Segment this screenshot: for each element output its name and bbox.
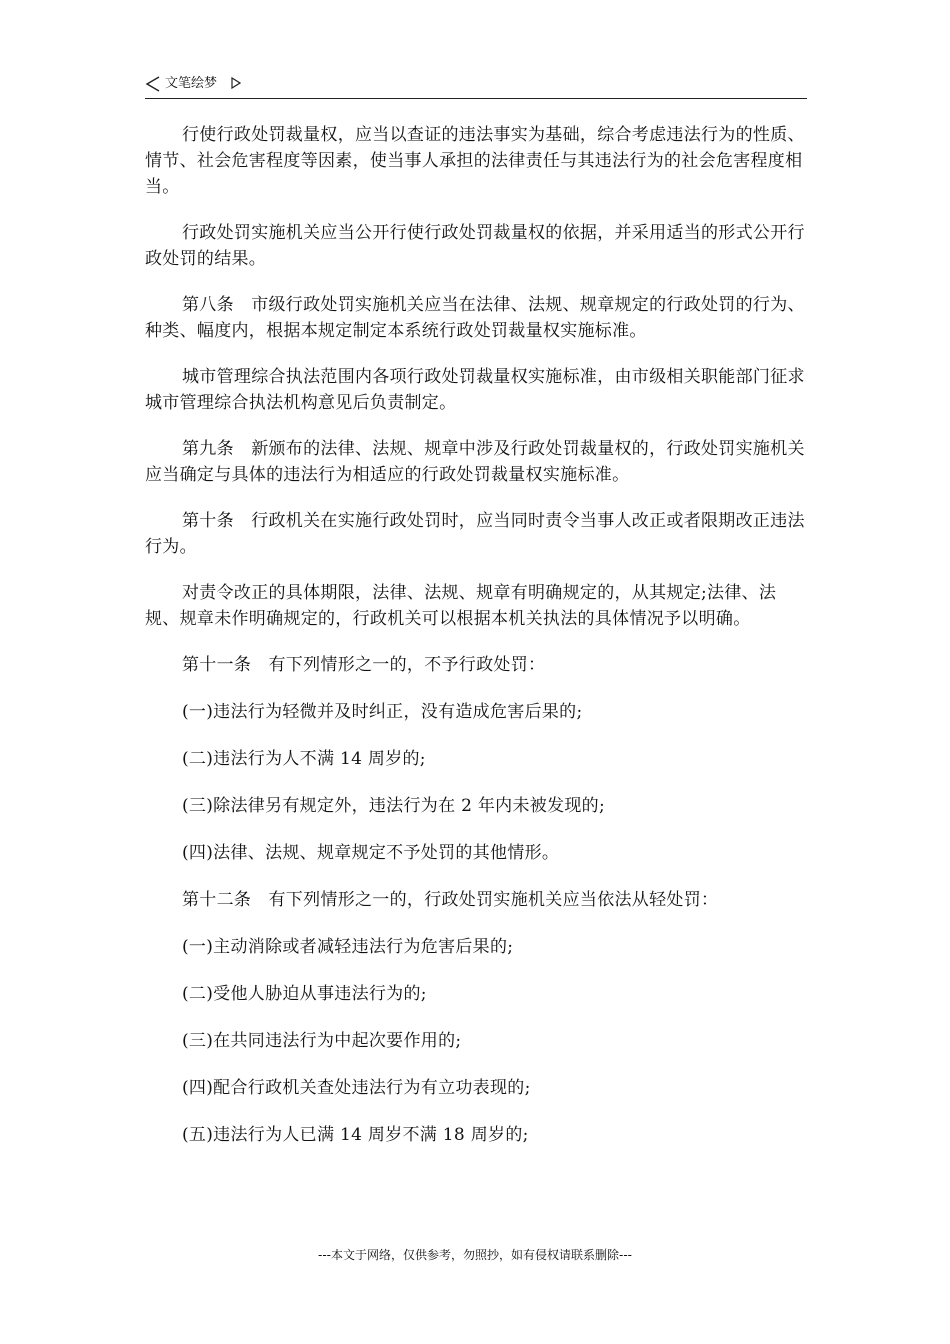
paragraph: 城市管理综合执法范围内各项行政处罚裁量权实施标准，由市级相关职能部门征求城市管理综合执法机构意见后负责制定。 bbox=[145, 367, 805, 413]
page-footer: ---本文于网络，仅供参考，勿照抄，如有侵权请联系删除--- bbox=[318, 1248, 632, 1262]
triangle-right-icon bbox=[231, 77, 241, 89]
list-item: (一)违法行为轻微并及时纠正，没有造成危害后果的; bbox=[182, 702, 583, 722]
article-11-heading: 第十一条 有下列情形之一的，不予行政处罚： bbox=[182, 655, 546, 675]
article-9: 第九条 新颁布的法律、法规、规章中涉及行政处罚裁量权的，行政处罚实施机关应当确定与具体的违法行为相适应的行政处罚裁量权实施标准。 bbox=[145, 439, 805, 485]
list-item: (四)配合行政机关查处违法行为有立功表现的; bbox=[182, 1078, 531, 1098]
document-body bbox=[145, 122, 807, 1169]
list-item: (二)违法行为人不满 14 周岁的; bbox=[182, 749, 426, 769]
paragraph: 行政处罚实施机关应当公开行使行政处罚裁量权的依据，并采用适当的形式公开行政处罚的结果。 bbox=[145, 223, 805, 269]
triangle-left-icon bbox=[145, 75, 161, 93]
paragraph: 对责令改正的具体期限，法律、法规、规章有明确规定的，从其规定;法律、法规、规章未作明确规定的，行政机关可以根据本机关执法的具体情况予以明确。 bbox=[145, 583, 777, 629]
paragraph: 行使行政处罚裁量权，应当以查证的违法事实为基础，综合考虑违法行为的性质、情节、社会危害程度等因素，使当事人承担的法律责任与其违法行为的社会危害程度相当。 bbox=[145, 125, 805, 197]
article-8: 第八条 市级行政处罚实施机关应当在法律、法规、规章规定的行政处罚的行为、种类、幅度内，根据本规定制定本系统行政处罚裁量权实施标准。 bbox=[145, 295, 805, 341]
list-item: (三)除法律另有规定外，违法行为在 2 年内未被发现的; bbox=[182, 796, 606, 816]
list-item: (二)受他人胁迫从事违法行为的; bbox=[182, 984, 427, 1004]
list-item: (一)主动消除或者减轻违法行为危害后果的; bbox=[182, 937, 514, 957]
header-title: 文笔绘梦 bbox=[165, 76, 218, 91]
list-item: (三)在共同违法行为中起次要作用的; bbox=[182, 1031, 462, 1051]
list-item: (五)违法行为人已满 14 周岁不满 18 周岁的; bbox=[182, 1125, 529, 1145]
article-12-heading: 第十二条 有下列情形之一的，行政处罚实施机关应当依法从轻处罚： bbox=[182, 890, 719, 910]
list-item: (四)法律、法规、规章规定不予处罚的其他情形。 bbox=[182, 843, 560, 863]
article-10: 第十条 行政机关在实施行政处罚时，应当同时责令当事人改正或者限期改正违法行为。 bbox=[145, 511, 805, 557]
page-header bbox=[145, 74, 807, 99]
